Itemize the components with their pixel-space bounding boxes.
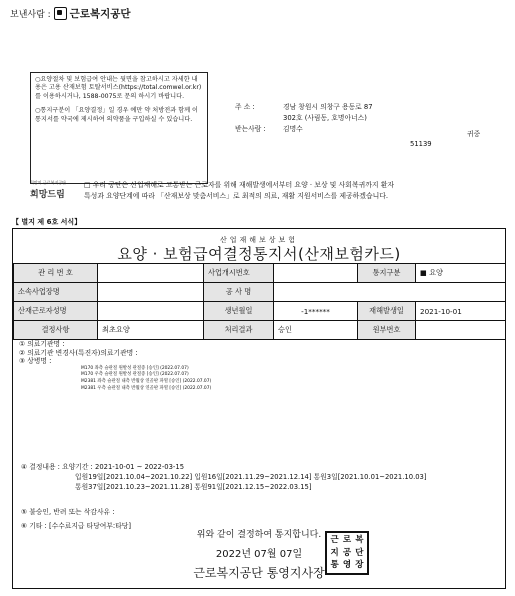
- diagnosis-3: M2381 좌측 슬관절 내측 반월상 연골판 파열 [승인] (2022.07.07): [81, 378, 212, 384]
- item-6: ⑥ 기타 : [수수료지급 타당여부:타당]: [21, 522, 131, 530]
- result-value: 승인: [274, 321, 358, 340]
- recipient-name-label: 받는사람 :: [235, 125, 266, 133]
- closing-date: 2022년 07월 07일: [215, 549, 303, 560]
- table-row: [14, 283, 506, 302]
- hope-logo-name: 희망드림: [30, 190, 65, 200]
- item-4: ④ 결정내용 : 요양기간 : 2021-10-01 ~ 2022-03-15: [21, 463, 185, 471]
- recipient-address: [235, 102, 495, 135]
- slogan-line-2: 특성과 요양단계에 따라 「산재보상 맞춤서비스」로 최적의 의료, 재활 지원서비스를 제공하겠습니다.: [84, 192, 389, 200]
- notice-para-1: ○요양절차 및 보험급여 안내는 뒷면을 참고하시고 자세한 내용은 고용 산재보험 토탈서비스(https://total.comwel.or.kr)를 이용하시거나, 1588-0075로 문의 하시기 바랍니다.: [35, 76, 202, 100]
- sender-label: 보낸사람 :: [10, 10, 51, 20]
- birth-label: 생년월일: [204, 302, 274, 321]
- accident-date-value: 2021-10-01: [416, 302, 506, 321]
- seal-char: 장: [355, 560, 364, 571]
- workplace-label: 소속사업장명: [14, 283, 98, 302]
- items-block: [19, 340, 501, 392]
- seal-char: 영: [342, 560, 352, 571]
- table-row: [14, 302, 506, 321]
- table-row: [14, 264, 506, 283]
- hope-logo-small: 희망의 근로복지공단: [30, 180, 67, 185]
- notice-box: [30, 72, 208, 184]
- orig-no-label: 원부번호: [358, 321, 416, 340]
- decision-block: [21, 462, 505, 492]
- slogan-line-1: □ 우리 공단은 산업재해로 고통받는 근로자를 위해 재해발생에서부터 요양 · 보상 및 사회복귀까지 환자: [84, 181, 395, 189]
- table-row: [14, 321, 506, 340]
- item-4-detail-1: 입원19일[2021.10.04~2021.10.22] 입원16일[2021.11.29~2021.12.14] 통원3일[2021.10.01~2021.10.03]: [75, 473, 427, 481]
- biz-no-label: 사업개시번호: [204, 264, 274, 283]
- notice-document: [12, 228, 506, 589]
- seal-char: 공: [342, 547, 352, 558]
- item-5: ⑤ 불승인, 반려 또는 삭감사유 :: [21, 508, 115, 516]
- address-line-2: 302호 (사림동, 호명아너스): [283, 114, 367, 122]
- slogan: [84, 180, 504, 202]
- diagnosis-4: M2381 우측 슬관절 내측 반월상 연골판 파열 [승인] (2022.07.07): [81, 385, 212, 391]
- sender-line: [10, 6, 131, 21]
- comwel-logo-icon: [54, 7, 67, 20]
- honorific: 귀중: [467, 130, 481, 138]
- seal-char: 통: [330, 560, 339, 571]
- seal-char: 지: [330, 547, 339, 558]
- document-title: 요양 · 보험급여결정통지서(산재보험카드): [117, 245, 401, 263]
- diagnosis-1: M170 좌측 슬관절 원발성 관절증 [승인] (2022.07.07): [81, 365, 189, 371]
- zip-code: 51139: [410, 140, 432, 148]
- decision-type-value: 최초요양: [98, 321, 204, 340]
- decision-type-label: 결정사항: [14, 321, 98, 340]
- seal-char: 단: [355, 547, 364, 558]
- item-4-detail-2: 통원37일[2021.10.23~2021.11.28] 통원91일[2021.12.15~2022.03.15]: [75, 483, 312, 491]
- form-number: 【 별지 제 6호 서식】: [12, 218, 82, 226]
- business-label: 공 사 명: [204, 283, 274, 302]
- result-label: 처리결과: [204, 321, 274, 340]
- hope-dream-logo: [30, 180, 66, 200]
- item-1: ① 의료기관명 :: [19, 340, 65, 348]
- item-2: ② 의료기관 변경사(특진자)의료기관명 :: [19, 348, 138, 357]
- seal-char: 복: [355, 535, 364, 546]
- diagnosis-2: M170 우측 슬관절 원발성 관절증 [승인] (2022.07.07): [81, 372, 189, 378]
- worker-name-label: 산재근로자성명: [14, 302, 98, 321]
- notice-para-2: ○통지구분이 「요양결정」일 경우 예만 약 처방전과 함께 이 통지서를 약국에 제시하여 의약품을 구입하실 수 있습니다.: [35, 107, 199, 123]
- address-label: 주 소 :: [235, 103, 255, 111]
- seal-char: 로: [342, 535, 352, 546]
- sender-org: 근로복지공단: [69, 8, 131, 20]
- accident-date-label: 재해발생일: [358, 302, 416, 321]
- mgmt-no-label: 관 리 번 호: [14, 264, 98, 283]
- recipient-name: 김명수: [283, 125, 303, 133]
- info-table: [13, 263, 506, 340]
- seal-char: 근: [330, 535, 339, 546]
- item-3: ③ 상병명 :: [19, 357, 52, 366]
- notice-type-label: 통지구분: [358, 264, 416, 283]
- address-line-1: 경남 창원시 의창구 용동로 87: [283, 103, 373, 111]
- birth-value: -1******: [274, 302, 358, 321]
- closing-statement: 위와 같이 결정하여 통지합니다.: [196, 530, 322, 540]
- document-supertitle: 산업재해보상보험: [219, 236, 299, 244]
- official-seal: [325, 531, 369, 575]
- notice-type-value: ■ 요양: [416, 264, 506, 283]
- issuer-name: 근로복지공단 통영지사장: [193, 566, 325, 580]
